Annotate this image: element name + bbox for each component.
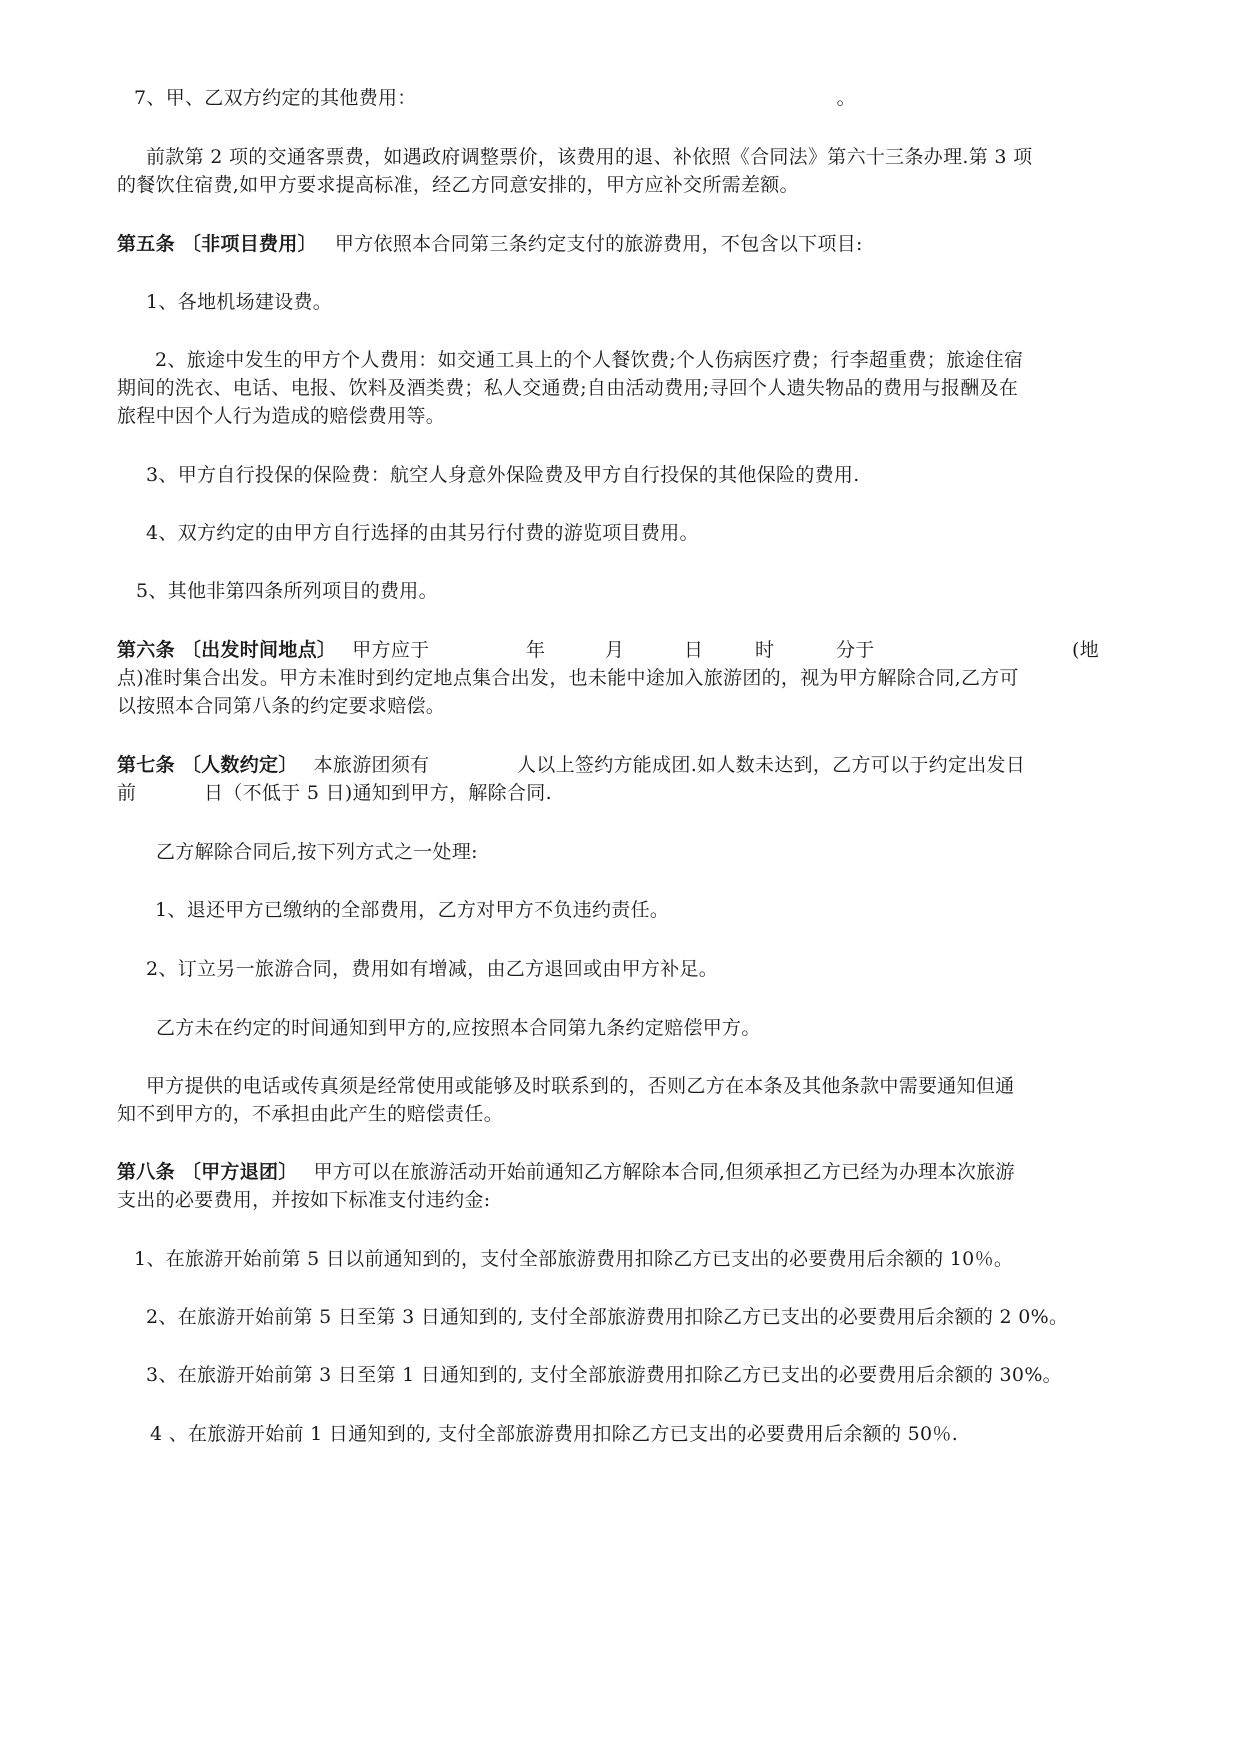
article-5-item-3: 3、甲方自行投保的保险费：航空人身意外保险费及甲方自行投保的其他保险的费用. <box>146 464 860 486</box>
article-8-heading: 第八条 〔甲方退团〕 <box>117 1161 298 1183</box>
article-6-hour: 时 <box>755 639 775 661</box>
article-6-month: 月 <box>605 639 625 661</box>
article-7-item-2: 2、订立另一旅游合同，费用如有增减，由乙方退回或由甲方补足。 <box>146 958 719 980</box>
article-8-item-3: 3、在旅游开始前第 3 日至第 1 日通知到的, 支付全部旅游费用扣除乙方已支出的必要费用后余额的 30%。 <box>146 1364 1062 1386</box>
article-5-item-2-line-2: 期间的洗衣、电话、电报、饮料及酒类费；私人交通费;自由活动费用;寻回个人遗失物品的费用与报酬及在 <box>117 377 1019 399</box>
article-6-text-a: 甲方应于 <box>352 639 430 661</box>
article-8-item-1: 1、在旅游开始前第 5 日以前通知到的，支付全部旅游费用扣除乙方已支出的必要费用后余额的 10％。 <box>134 1248 1014 1270</box>
article-7-contact-line-2: 知不到甲方的，不承担由此产生的赔偿责任。 <box>117 1103 504 1125</box>
article-8-line-2: 支出的必要费用，并按如下标准支付违约金: <box>117 1189 491 1211</box>
article-5-line <box>117 232 863 256</box>
article-7-item-1: 1、退还甲方已缴纳的全部费用，乙方对甲方不负违约责任。 <box>155 899 670 921</box>
article-7-line-1 <box>117 753 429 777</box>
article-5-item-1: 1、各地机场建设费。 <box>146 291 333 313</box>
article-6-line-2: 点)准时集合出发。甲方未准时到约定地点集合出发，也未能中途加入旅游团的，视为甲方解除合同,乙方可 <box>117 667 1019 689</box>
article-5-item-4: 4、双方约定的由甲方自行选择的由其另行付费的游览项目费用。 <box>146 522 699 544</box>
clause-7-line <box>134 86 856 110</box>
article-7-notice: 乙方未在约定的时间通知到甲方的,应按照本合同第九条约定赔偿甲方。 <box>156 1017 761 1039</box>
transport-fee-line-1: 前款第 2 项的交通客票费，如遇政府调整票价，该费用的退、补依照《合同法》第六十三条办理.第 3 项 <box>146 146 1033 168</box>
article-7-text-b2: 日（不低于 5 日)通知到甲方，解除合同. <box>204 782 552 804</box>
article-5-heading: 第五条 〔非项目费用〕 <box>117 233 317 255</box>
article-6-minute: 分于 <box>836 639 875 661</box>
article-8-item-2: 2、在旅游开始前第 5 日至第 3 日通知到的, 支付全部旅游费用扣除乙方已支出的必要费用后余额的 2 0%。 <box>146 1306 1069 1328</box>
article-5-item-2-line-1: 2、旅途中发生的甲方个人费用：如交通工具上的个人餐饮费;个人伤病医疗费；行李超重费；旅途住宿 <box>155 349 1024 371</box>
article-6-day: 日 <box>684 639 704 661</box>
article-6-line-3: 以按照本合同第八条的约定要求赔偿。 <box>117 695 446 717</box>
article-7-text-a2: 人以上签约方能成团.如人数未达到，乙方可以于约定出发日 <box>517 754 1026 776</box>
transport-fee-line-2: 的餐饮住宿费,如甲方要求提高标准，经乙方同意安排的，甲方应补交所需差额。 <box>117 174 799 196</box>
article-8-item-4: 4 、在旅游开始前 1 日通知到的, 支付全部旅游费用扣除乙方已支出的必要费用后余额的 50％. <box>150 1423 959 1445</box>
article-7-text-a1: 本旅游团须有 <box>313 754 430 776</box>
article-5-text: 甲方依照本合同第三条约定支付的旅游费用，不包含以下项目: <box>334 233 863 255</box>
article-8-text-a: 甲方可以在旅游活动开始前通知乙方解除本合同,但须承担乙方已经为办理本次旅游 <box>313 1161 1015 1183</box>
article-7-paragraph: 乙方解除合同后,按下列方式之一处理: <box>156 841 478 863</box>
article-6-line-1 <box>117 638 429 662</box>
article-5-item-2-line-3: 旅程中因个人行为造成的赔偿费用等。 <box>117 405 446 427</box>
article-6-year: 年 <box>526 639 546 661</box>
clause-7-text: 7、甲、乙双方约定的其他费用： <box>134 87 417 109</box>
article-7-text-b1: 前 <box>117 782 137 804</box>
article-7-heading: 第七条 〔人数约定〕 <box>117 754 298 776</box>
article-6-place-label: (地 <box>1072 639 1100 661</box>
article-6-heading: 第六条 〔出发时间地点〕 <box>117 639 337 661</box>
article-7-contact-line-1: 甲方提供的电话或传真须是经常使用或能够及时联系到的，否则乙方在本条及其他条款中需要通知但通 <box>146 1075 1015 1097</box>
clause-7-end: 。 <box>836 87 856 109</box>
article-8-line-1 <box>117 1160 1015 1184</box>
article-5-item-5: 5、其他非第四条所列项目的费用。 <box>136 580 438 602</box>
